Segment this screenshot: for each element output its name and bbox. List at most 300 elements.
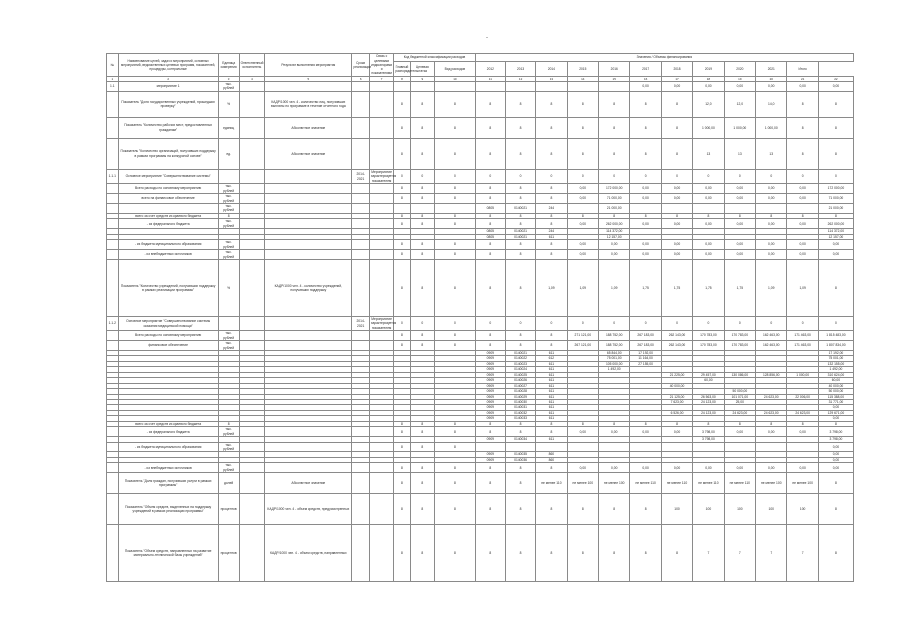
row-cell: 8	[818, 421, 853, 427]
row-cell: 0,00	[661, 184, 692, 194]
row-cell: 0,00	[724, 82, 755, 92]
column-number: 13	[536, 77, 567, 82]
row-cell: 0,00	[693, 240, 724, 250]
row-number: 1.1.2	[107, 316, 119, 330]
row-result	[265, 194, 352, 204]
row-unit: процентов	[218, 525, 239, 582]
row-cell: 0,00	[818, 452, 853, 457]
row-cell	[630, 203, 661, 213]
row-cell: 0,00	[756, 427, 787, 437]
row-cell: 8	[536, 525, 567, 582]
column-number: 7	[369, 77, 393, 82]
row-cell: 0909	[475, 405, 505, 410]
header-no: №	[107, 54, 119, 77]
row-cell: 0140027	[505, 383, 535, 388]
row-date	[352, 219, 369, 229]
row-name: - из бюджета муниципального образования	[118, 442, 218, 452]
row-link	[369, 240, 393, 250]
row-cell: 244	[536, 229, 567, 234]
row-cell: 0,00	[599, 250, 630, 260]
column-number: 2	[118, 77, 218, 82]
row-result: Абсолютное значение	[265, 117, 352, 138]
row-date	[352, 473, 369, 494]
header-year: 2014	[536, 62, 567, 77]
row-cell: 271 121,00	[567, 331, 598, 341]
row-cell: 188 752,00	[599, 341, 630, 351]
row-cell: 8	[599, 525, 630, 582]
row-cell: 13	[756, 138, 787, 169]
row-cell: 8	[475, 473, 505, 494]
row-cell: 8	[435, 219, 476, 229]
header-year: 2017	[630, 62, 661, 77]
row-cell: 8	[505, 421, 535, 427]
row-cell: 1,75	[693, 259, 724, 316]
row-cell: 0,00	[787, 250, 818, 260]
row-cell: 60,00	[693, 378, 724, 383]
row-name: - из федерального бюджета	[118, 219, 218, 229]
row-cell: 0,00	[567, 240, 598, 250]
row-responsible	[239, 240, 265, 250]
header-link: Связь с целевыми индикаторами и показателями	[371, 54, 393, 76]
row-result	[265, 184, 352, 194]
row-cell: 60,00	[818, 378, 853, 383]
row-cell: 8	[599, 494, 630, 525]
row-responsible	[239, 250, 265, 260]
table-row	[107, 240, 854, 250]
row-responsible	[239, 316, 265, 330]
row-cell: 8	[536, 463, 567, 473]
column-number: 5	[265, 77, 352, 82]
row-responsible	[239, 117, 265, 138]
row-cell: 1 492,00	[818, 367, 853, 372]
row-cell: 8	[410, 213, 434, 219]
row-cell: 0	[818, 316, 853, 330]
header-year: Итого	[787, 62, 818, 77]
row-cell: 0	[756, 316, 787, 330]
row-cell: 0909	[475, 389, 505, 394]
row-cell: 0,00	[661, 427, 692, 437]
row-cell: 0140033	[505, 416, 535, 421]
row-date	[352, 240, 369, 250]
row-cell: 31 771,00	[818, 399, 853, 404]
row-cell: 612	[536, 356, 567, 361]
row-cell: 0140030	[505, 399, 535, 404]
row-name: Показатель "Количество учреждений, получивших поддержку в рамках реализации программы"	[118, 259, 218, 316]
row-name: Показатель "Объем средств, выделенных на поддержку учреждений в рамках реализации программы"	[118, 494, 218, 525]
row-unit: 8	[218, 213, 239, 219]
row-cell: 0,00	[630, 82, 661, 92]
row-cell: 8	[505, 427, 535, 437]
row-cell: 0,00	[693, 250, 724, 260]
table-row	[107, 91, 854, 117]
row-cell: 8	[630, 91, 661, 117]
row-cell: 1 815 483,00	[818, 331, 853, 341]
row-cell: 8	[394, 194, 410, 204]
row-date	[352, 442, 369, 452]
row-cell: 12 157,00	[818, 234, 853, 239]
row-cell: 8	[630, 213, 661, 219]
row-cell: 8	[756, 213, 787, 219]
row-cell: 100	[724, 494, 755, 525]
row-unit: 8	[218, 421, 239, 427]
row-result: КАДР/1000 чел. 4 - количество лиц, получивших выплаты по программе в течение отчетного года	[265, 91, 352, 117]
row-number	[107, 250, 119, 260]
row-cell: 26 563,00	[693, 394, 724, 399]
row-cell: 8	[505, 525, 535, 582]
row-cell: 0,00	[567, 219, 598, 229]
row-cell: 8	[505, 117, 535, 138]
row-cell: 860	[536, 452, 567, 457]
row-cell: 170 783,00	[724, 331, 755, 341]
row-cell: 8	[630, 138, 661, 169]
row-cell	[536, 82, 567, 92]
row-cell: 8	[410, 194, 434, 204]
row-cell: 8	[536, 213, 567, 219]
row-cell: не менее 100	[567, 473, 598, 494]
row-cell: 0	[567, 169, 598, 183]
row-cell: 0	[394, 169, 410, 183]
row-cell: 8	[661, 117, 692, 138]
row-cell: 0	[599, 169, 630, 183]
row-cell: 17 192,00	[818, 351, 853, 356]
row-cell: 8	[787, 213, 818, 219]
row-cell: 0140024	[505, 367, 535, 372]
row-cell: 0909	[475, 383, 505, 388]
table-row	[107, 463, 854, 473]
row-cell: 7	[693, 525, 724, 582]
row-result	[265, 341, 352, 351]
row-cell: 8	[435, 463, 476, 473]
row-cell: 310 624,00	[818, 372, 853, 377]
row-cell: 0,00	[756, 240, 787, 250]
row-date	[352, 117, 369, 138]
row-cell	[693, 442, 724, 452]
row-cell: 0909	[475, 457, 505, 462]
row-cell: 0	[410, 316, 434, 330]
column-number: 19	[724, 77, 755, 82]
row-cell: 8	[394, 91, 410, 117]
row-cell: 0,00	[724, 184, 755, 194]
row-cell: 8	[475, 331, 505, 341]
row-cell: 0	[435, 169, 476, 183]
row-cell: 8	[818, 91, 853, 117]
row-cell: 8	[567, 138, 598, 169]
row-cell: 65 844,00	[599, 351, 630, 356]
row-unit: тыс. рублей	[218, 194, 239, 204]
column-number: 15	[599, 77, 630, 82]
row-unit: тыс. рублей	[218, 184, 239, 194]
row-cell: 0,00	[818, 463, 853, 473]
row-cell: 8	[818, 138, 853, 169]
row-cell	[693, 203, 724, 213]
row-cell: 100	[756, 494, 787, 525]
row-unit: единиц	[218, 117, 239, 138]
header-finance-group: Код бюджетной классификации расходов	[394, 54, 475, 62]
row-cell: 8	[536, 421, 567, 427]
column-number: 17	[661, 77, 692, 82]
row-cell: 129 671,00	[818, 410, 853, 415]
row-link	[369, 442, 393, 452]
row-cell: 8	[567, 117, 598, 138]
row-cell: 611	[536, 437, 567, 442]
row-result	[265, 331, 352, 341]
row-cell: 0140031	[505, 405, 535, 410]
row-cell: 8	[410, 473, 434, 494]
row-cell: 0140023	[505, 361, 535, 366]
row-cell: 8	[394, 259, 410, 316]
row-cell: 8	[536, 250, 567, 260]
row-cell: 0140035	[505, 452, 535, 457]
row-name: - из внебюджетных источников	[118, 250, 218, 260]
row-cell: 8	[505, 184, 535, 194]
row-cell: 8	[787, 421, 818, 427]
row-cell: 114 372,00	[818, 229, 853, 234]
row-cell: 21 125,00	[661, 394, 692, 399]
row-cell: 8	[630, 117, 661, 138]
row-number	[107, 117, 119, 138]
row-link	[369, 194, 393, 204]
row-link	[369, 331, 393, 341]
row-cell: 8	[394, 250, 410, 260]
row-cell	[787, 203, 818, 213]
row-cell: 0140034	[505, 437, 535, 442]
column-number: 9	[410, 77, 434, 82]
row-link	[369, 219, 393, 229]
row-cell: 8	[435, 525, 476, 582]
table-row	[107, 117, 854, 138]
table-row	[107, 203, 854, 213]
row-link	[369, 184, 393, 194]
row-cell: 0,00	[787, 240, 818, 250]
row-cell: 8	[394, 213, 410, 219]
row-cell: 3 798,00	[693, 437, 724, 442]
column-number: 1	[107, 77, 119, 82]
row-date	[352, 463, 369, 473]
row-result: Абсолютное значение	[265, 138, 352, 169]
row-cell: 13	[693, 138, 724, 169]
column-number: 14	[567, 77, 598, 82]
row-cell: 0,00	[630, 184, 661, 194]
row-cell: 8	[435, 442, 476, 452]
row-cell: 7	[787, 525, 818, 582]
row-unit: тыс. рублей	[218, 82, 239, 92]
row-cell: 0,00	[661, 219, 692, 229]
row-cell	[756, 203, 787, 213]
row-unit: ед.	[218, 138, 239, 169]
row-cell: 8	[505, 219, 535, 229]
row-cell	[661, 203, 692, 213]
row-date	[352, 494, 369, 525]
row-cell: 0140021	[505, 203, 535, 213]
row-cell: 0909	[475, 367, 505, 372]
row-unit: тыс. рублей	[218, 219, 239, 229]
row-cell: 3 798,00	[693, 427, 724, 437]
row-cell: 0	[475, 169, 505, 183]
row-cell: 8	[435, 138, 476, 169]
row-cell: 101 071,00	[724, 394, 755, 399]
row-responsible	[239, 494, 265, 525]
row-cell: 12,0	[693, 91, 724, 117]
row-cell: 0909	[475, 437, 505, 442]
table-row	[107, 138, 854, 169]
row-result: КАДР/1000 чел. 4 - объем средств, предусмотренных	[265, 494, 352, 525]
row-cell	[599, 82, 630, 92]
row-cell: 8	[475, 494, 505, 525]
row-cell: 8	[505, 494, 535, 525]
row-name: Показатель "Количество рабочих мест, предоставленных гражданам"	[118, 117, 218, 138]
row-cell: не менее 100	[599, 473, 630, 494]
row-cell: 8	[567, 494, 598, 525]
row-responsible	[239, 219, 265, 229]
row-cell: 8	[724, 213, 755, 219]
row-cell: 8	[435, 473, 476, 494]
header-grbs: Главный распорядитель	[394, 62, 410, 77]
row-cell: 8	[394, 525, 410, 582]
row-cell: 8	[410, 494, 434, 525]
row-cell: 8	[536, 91, 567, 117]
row-cell: 29 457,00	[693, 372, 724, 377]
row-responsible	[239, 341, 265, 351]
row-number	[107, 473, 119, 494]
row-cell: 0140029	[505, 394, 535, 399]
header-values-group: Значения / Объемы финансирования	[475, 54, 853, 62]
row-result	[265, 240, 352, 250]
row-cell: 8	[410, 427, 434, 437]
row-name: - из федерального бюджета	[118, 427, 218, 437]
row-responsible	[239, 138, 265, 169]
row-responsible	[239, 169, 265, 183]
row-cell: 8	[410, 525, 434, 582]
row-cell: 8	[536, 494, 567, 525]
row-number	[107, 331, 119, 341]
row-cell: 8	[661, 525, 692, 582]
row-responsible	[239, 91, 265, 117]
row-cell: 0,00	[818, 457, 853, 462]
row-cell: 21 225,00	[661, 372, 692, 377]
row-link	[369, 250, 393, 260]
row-cell: 22 006,00	[787, 394, 818, 399]
row-cell: 114 372,00	[599, 229, 630, 234]
row-cell: 8	[435, 494, 476, 525]
row-cell: 8	[661, 213, 692, 219]
row-date	[352, 250, 369, 260]
row-cell: 0,00	[756, 219, 787, 229]
row-cell: 8	[435, 250, 476, 260]
row-link	[369, 525, 393, 582]
row-cell: 8	[536, 341, 567, 351]
table-row	[107, 82, 854, 92]
row-cell: 6 526,00	[661, 410, 692, 415]
row-cell: 8	[661, 138, 692, 169]
row-cell: 0,00	[787, 194, 818, 204]
row-cell: 8	[475, 91, 505, 117]
row-cell: 611	[536, 361, 567, 366]
row-cell: 8	[394, 463, 410, 473]
row-number	[107, 259, 119, 316]
row-date: 2014-2021	[352, 316, 369, 330]
row-responsible	[239, 427, 265, 437]
row-cell: 8	[410, 463, 434, 473]
row-link	[369, 427, 393, 437]
row-cell: 611	[536, 383, 567, 388]
row-cell: 0,00	[818, 82, 853, 92]
row-cell: 8	[475, 138, 505, 169]
row-unit: тыс. рублей	[218, 240, 239, 250]
row-unit: тыс. рублей	[218, 442, 239, 452]
row-result	[265, 463, 352, 473]
row-cell: 8	[567, 213, 598, 219]
row-cell: 0,00	[756, 463, 787, 473]
row-cell: 8	[410, 184, 434, 194]
row-cell: 8	[536, 331, 567, 341]
row-cell: 0,00	[661, 194, 692, 204]
row-cell: 8	[505, 213, 535, 219]
row-result	[265, 250, 352, 260]
row-name: финансовое обеспечение	[118, 341, 218, 351]
row-cell: 0805	[475, 234, 505, 239]
column-number: 8	[394, 77, 410, 82]
row-cell: 8	[410, 138, 434, 169]
row-cell: 860	[536, 457, 567, 462]
row-cell: 0140032	[505, 410, 535, 415]
header-year: 2021	[756, 62, 787, 77]
row-cell	[661, 442, 692, 452]
budget-table	[106, 53, 854, 582]
row-cell: 8	[724, 421, 755, 427]
row-cell: 8	[410, 91, 434, 117]
row-cell: 8	[475, 259, 505, 316]
row-cell: 8	[475, 213, 505, 219]
row-cell: 8	[505, 91, 535, 117]
row-cell: 0	[693, 169, 724, 183]
row-cell: 25,00	[724, 399, 755, 404]
row-cell: 8	[435, 213, 476, 219]
row-cell: 100	[693, 494, 724, 525]
row-cell: 0,00	[693, 219, 724, 229]
row-cell: 130 086,00	[724, 372, 755, 377]
row-cell: 1 000,00	[756, 117, 787, 138]
row-cell: 267 183,00	[630, 331, 661, 341]
row-cell: 0,00	[787, 82, 818, 92]
row-cell: 171 463,00	[787, 341, 818, 351]
row-cell: 0909	[475, 394, 505, 399]
row-cell: 611	[536, 367, 567, 372]
row-cell: 0,00	[724, 250, 755, 260]
row-cell: 8	[410, 259, 434, 316]
row-name	[118, 203, 218, 213]
row-cell: 12,0	[724, 91, 755, 117]
row-number	[107, 203, 119, 213]
row-cell: 8	[475, 421, 505, 427]
row-cell: 0,00	[756, 184, 787, 194]
row-cell: 8	[505, 463, 535, 473]
row-cell	[567, 82, 598, 92]
row-responsible	[239, 473, 265, 494]
row-cell: 172 000,00	[599, 184, 630, 194]
row-cell: не менее 110	[661, 473, 692, 494]
row-result	[265, 427, 352, 437]
row-number	[107, 138, 119, 169]
row-date: 2014-2021	[352, 169, 369, 183]
row-cell: 8	[505, 250, 535, 260]
row-link	[369, 463, 393, 473]
row-name: всего за счет средств из краевого бюджета	[118, 421, 218, 427]
row-cell: 0	[536, 169, 567, 183]
row-cell: 8	[475, 117, 505, 138]
row-name: - из внебюджетных источников	[118, 463, 218, 473]
row-responsible	[239, 331, 265, 341]
row-number	[107, 463, 119, 473]
